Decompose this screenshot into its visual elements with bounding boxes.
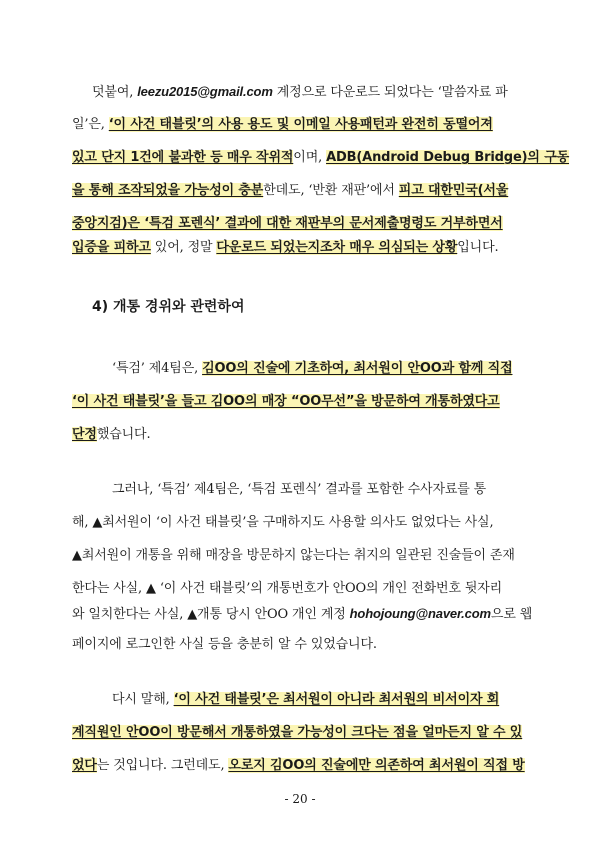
text-run: 일’은, (72, 117, 109, 132)
page-number: - 20 - (284, 792, 316, 806)
paragraph-line (72, 214, 532, 234)
emphasized-text: 있고 단지 1건에 불과한 등 매우 작위적 (72, 150, 294, 165)
emphasized-text: 단정 (72, 427, 97, 442)
paragraph-line: 그러나, ‘특검’ 제4팀은, ‘특검 포렌식’ 결과를 포함한 수사자료를 통 (112, 482, 487, 497)
emphasized-text: 피고 대한민국(서울 (398, 183, 509, 198)
emphasized-text: 김OO의 진술에 기초하여, 최서원이 안OO과 함께 직접 (202, 361, 513, 376)
text-run: 계정으로 다운로드 되었다는 ‘말씀자료 파 (272, 85, 508, 100)
paragraph-line (72, 690, 532, 710)
paragraph-line: ▲최서원이 개통을 위해 매장을 방문하지 않는다는 취지의 일관된 진술들이 존재 (72, 548, 515, 563)
paragraph-line (72, 238, 532, 258)
text-run: 와 일치한다는 사실, ▲개통 당시 안OO 개인 계정 (72, 607, 350, 622)
paragraph-line (72, 181, 532, 201)
text-run: 입니다. (457, 240, 499, 255)
emphasized-text: ADB(Android Debug Bridge)의 구동 (326, 150, 570, 165)
emphasized-text: 었다 (72, 758, 97, 773)
paragraph-line (72, 425, 532, 445)
text-run: 는 것입니다. 그런데도, (96, 758, 229, 773)
emphasized-text: 계직원인 안OO이 방문해서 개통하였을 가능성이 크다는 점을 얼마든지 알 수 있 (72, 725, 523, 740)
emphasized-text: ‘이 사건 태블릿’의 사용 용도 및 이메일 사용패턴과 완전히 동떨어져 (108, 117, 493, 132)
text-run: 했습니다. (96, 427, 151, 442)
text-run: ‘특검’ 제4팀은, (112, 361, 203, 376)
text-run: 한데도, ‘반환 재판’에서 (263, 183, 399, 198)
paragraph-line (72, 82, 532, 103)
paragraph-line (72, 392, 532, 412)
text-run: 이며, (293, 150, 327, 165)
email-address: leezu2015@gmail.com (137, 84, 273, 99)
paragraph-line: 한다는 사실, ▲ ‘이 사건 태블릿’의 개통번호가 안OO의 개인 전화번호 뒷자리 (72, 581, 503, 596)
emphasized-text: ‘이 사건 태블릿’은 최서원이 아니라 최서원의 비서이자 회 (173, 692, 500, 707)
text-run: 다시 말해, (112, 692, 174, 707)
emphasized-text: 을 통해 조작되었을 가능성이 충분 (72, 183, 264, 198)
paragraph-line: 해, ▲최서원이 ‘이 사건 태블릿’을 구매하지도 사용할 의사도 없었다는 사실, (72, 515, 494, 530)
paragraph-line (72, 756, 532, 776)
emphasized-text: 입증을 피하고 (72, 240, 151, 255)
paragraph-line (72, 604, 532, 625)
emphasized-text: 중앙지검)은 ‘특검 포렌식’ 결과에 대한 재판부의 문서제출명령도 거부하면서 (72, 216, 503, 231)
text-run: 으로 웹 (490, 607, 533, 622)
emphasized-text: ‘이 사건 태블릿’을 들고 김OO의 매장 “OO무선”을 방문하여 개통하였다고 (72, 394, 500, 409)
email-address: hohojoung@naver.com (349, 606, 491, 621)
paragraph-line (72, 115, 532, 135)
emphasized-text: 다운로드 되었는지조차 매우 의심되는 상황 (216, 240, 458, 255)
emphasized-text: 오로지 김OO의 진술에만 의존하여 최서원이 직접 방 (228, 758, 525, 773)
paragraph-line (72, 148, 570, 168)
paragraph-line (72, 359, 532, 379)
section-heading: 4) 개통 경위와 관련하여 (92, 299, 245, 315)
text-run: 덧붙여, (92, 85, 138, 100)
paragraph-line: 페이지에 로그인한 사실 등을 충분히 알 수 있었습니다. (72, 637, 377, 652)
paragraph-line (72, 723, 532, 743)
text-run: 있어, 정말 (150, 240, 217, 255)
